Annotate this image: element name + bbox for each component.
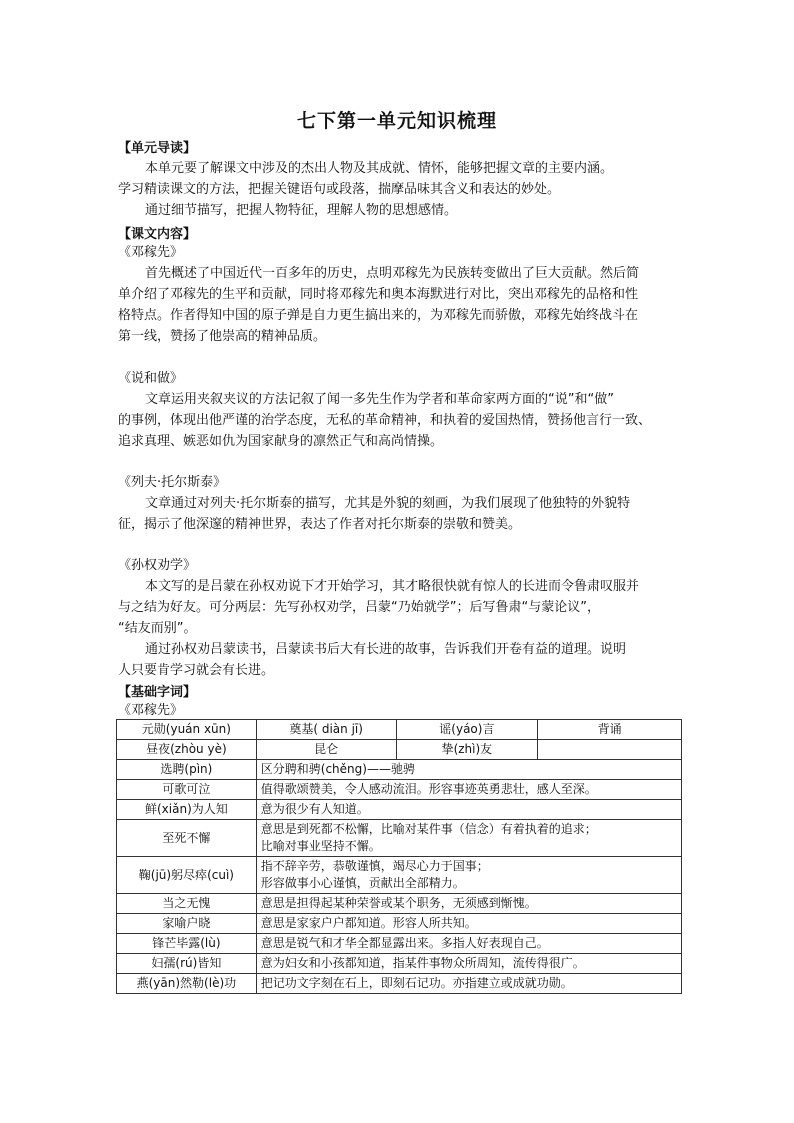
definition-line: 意思是锐气和才华全都显露出来。多指人好表现自己。: [260, 936, 549, 950]
intro-line-2: 学习精读课文的方法，把握关键语句或段落，揣摩品味其含义和表达的妙处。: [118, 182, 561, 197]
definition-line: 值得歌颂赞美，令人感动流泪。形容事迹英勇悲壮，感人至深。: [260, 782, 597, 796]
term-cell: 选聘(pìn): [117, 760, 257, 780]
shuo-line-2: 的事例，体现出他严谨的治学态度，无私的革命精神，和执着的爱国热情，赞扬他言行一致、: [118, 413, 652, 428]
section-heading-intro: 【单元导读】: [118, 141, 197, 156]
deng-line-4: 第一线，赞扬了他崇高的精神品质。: [118, 329, 327, 344]
lesson-title-shuo: 《说和做》: [118, 371, 184, 386]
sunquan-line-4: 通过孙权劝吕蒙读书，吕蒙读书后大有长进的故事，告诉我们开卷有益的道理。说明: [145, 642, 627, 657]
table-row: [117, 914, 682, 934]
definition-line: 比喻对事业坚持不懈。: [260, 839, 381, 853]
vocab-lesson-title: 《邓稼先》: [118, 703, 184, 718]
sunquan-line-5: 人只要肯学习就会有长进。: [118, 663, 275, 678]
table-row: [117, 894, 682, 914]
table-cell: 背诵: [538, 720, 682, 740]
definition-line: 意思是担得起某种荣誉或某个职务，无须感到惭愧。: [260, 896, 537, 910]
table-cell: 元勋(yuán xūn): [117, 720, 257, 740]
definition-cell: [256, 800, 681, 820]
definition-cell: [256, 954, 681, 974]
intro-line-1: 本单元要了解课文中涉及的杰出人物及其成就、情怀，能够把握文章的主要内涵。: [145, 161, 614, 176]
term-cell: 可歌可泣: [117, 780, 257, 800]
term-cell: 鞠(jū)躬尽瘁(cuì): [117, 857, 257, 894]
table-row: [117, 780, 682, 800]
definition-line: 意思是到死都不松懈，比喻对某件事（信念）有着执着的追求；: [260, 822, 597, 836]
lesson-title-deng: 《邓稼先》: [118, 245, 184, 260]
term-cell: 锋芒毕露(lù): [117, 934, 257, 954]
table-cell: 奠基( diàn jī): [256, 720, 396, 740]
tolstoy-line-2: 征，揭示了他深邃的精神世界，表达了作者对托尔斯泰的崇敬和赞美。: [118, 517, 522, 532]
table-row: [117, 760, 682, 780]
shuo-line-1: 文章运用夹叙夹议的方法记叙了闻一多先生作为学者和革命家两方面的“说”和“做”: [145, 392, 614, 407]
lesson-title-tolstoy: 《列夫·托尔斯泰》: [118, 475, 227, 490]
term-cell: 至死不懈: [117, 820, 257, 857]
definition-line: 意思是家家户户都知道。形容人所共知。: [260, 916, 477, 930]
definition-line: 意为很少有人知道。: [260, 802, 369, 816]
definition-line: 意为妇女和小孩都知道，指某件事物众所周知，流传得很广。: [260, 956, 585, 970]
term-cell: 鲜(xiǎn)为人知: [117, 800, 257, 820]
term-cell: 当之无愧: [117, 894, 257, 914]
section-heading-vocab: 【基础字词】: [118, 685, 197, 700]
definition-cell: [256, 974, 681, 994]
table-row: [117, 954, 682, 974]
table-cell: 谣(yáo)言: [396, 720, 538, 740]
shuo-line-3: 追求真理、嫉恶如仇为国家献身的凛然正气和高尚情操。: [118, 434, 444, 449]
definition-line: 区分聘和骋(chěng)——驰骋: [260, 762, 415, 776]
term-cell: 燕(yān)然勒(lè)功: [117, 974, 257, 994]
definition-cell: [256, 894, 681, 914]
vocab-table: [116, 719, 682, 994]
sunquan-line-3: “结友而别”。: [118, 621, 197, 636]
sunquan-line-2: 与之结为好友。可分两层：先写孙权劝学，吕蒙“乃始就学”；后写鲁肃“与蒙论议”，: [118, 600, 600, 615]
definition-line: 把记功文字刻在石上，即刻石记功。亦指建立或成就功勋。: [260, 976, 573, 990]
table-row: [117, 740, 682, 760]
table-row: [117, 820, 682, 857]
table-row: [117, 934, 682, 954]
sunquan-line-1: 本文写的是吕蒙在孙权劝说下才开始学习，其才略很快就有惊人的长进而令鲁肃叹服并: [145, 579, 640, 594]
intro-line-3: 通过细节描写，把握人物特征，理解人物的思想感情。: [145, 203, 458, 218]
table-row: [117, 720, 682, 740]
deng-line-2: 单介绍了邓稼先的生平和贡献，同时将邓稼先和奥本海默进行对比，突出邓稼先的品格和性: [118, 287, 639, 302]
page-title: 七下第一单元知识梳理: [296, 110, 497, 132]
deng-line-3: 格特点。作者得知中国的原子弹是自力更生搞出来的，为邓稼先而骄傲，邓稼先始终战斗在: [118, 308, 639, 323]
term-cell: 妇孺(rú)皆知: [117, 954, 257, 974]
table-cell: [538, 740, 682, 760]
table-cell: 挚(zhì)友: [396, 740, 538, 760]
table-cell: 昆仑: [256, 740, 396, 760]
definition-line: 指不辞辛劳，恭敬谨慎，竭尽心力于国事；: [260, 859, 489, 873]
deng-line-1: 首先概述了中国近代一百多年的历史，点明邓稼先为民族转变做出了巨大贡献。然后简: [145, 266, 640, 281]
definition-cell: [256, 820, 681, 857]
table-row: [117, 857, 682, 894]
table-row: [117, 974, 682, 994]
tolstoy-line-1: 文章通过对列夫·托尔斯泰的描写，尤其是外貌的刻画，为我们展现了他独特的外貌特: [145, 496, 631, 511]
definition-cell: [256, 760, 681, 780]
table-row: [117, 800, 682, 820]
definition-cell: [256, 934, 681, 954]
section-heading-content: 【课文内容】: [118, 227, 197, 242]
lesson-title-sunquan: 《孙权劝学》: [118, 558, 197, 573]
definition-cell: [256, 914, 681, 934]
definition-cell: [256, 780, 681, 800]
table-cell: 昼夜(zhòu yè): [117, 740, 257, 760]
term-cell: 家喻户晓: [117, 914, 257, 934]
definition-line: 形容做事小心谨慎，贡献出全部精力。: [260, 876, 465, 890]
definition-cell: [256, 857, 681, 894]
